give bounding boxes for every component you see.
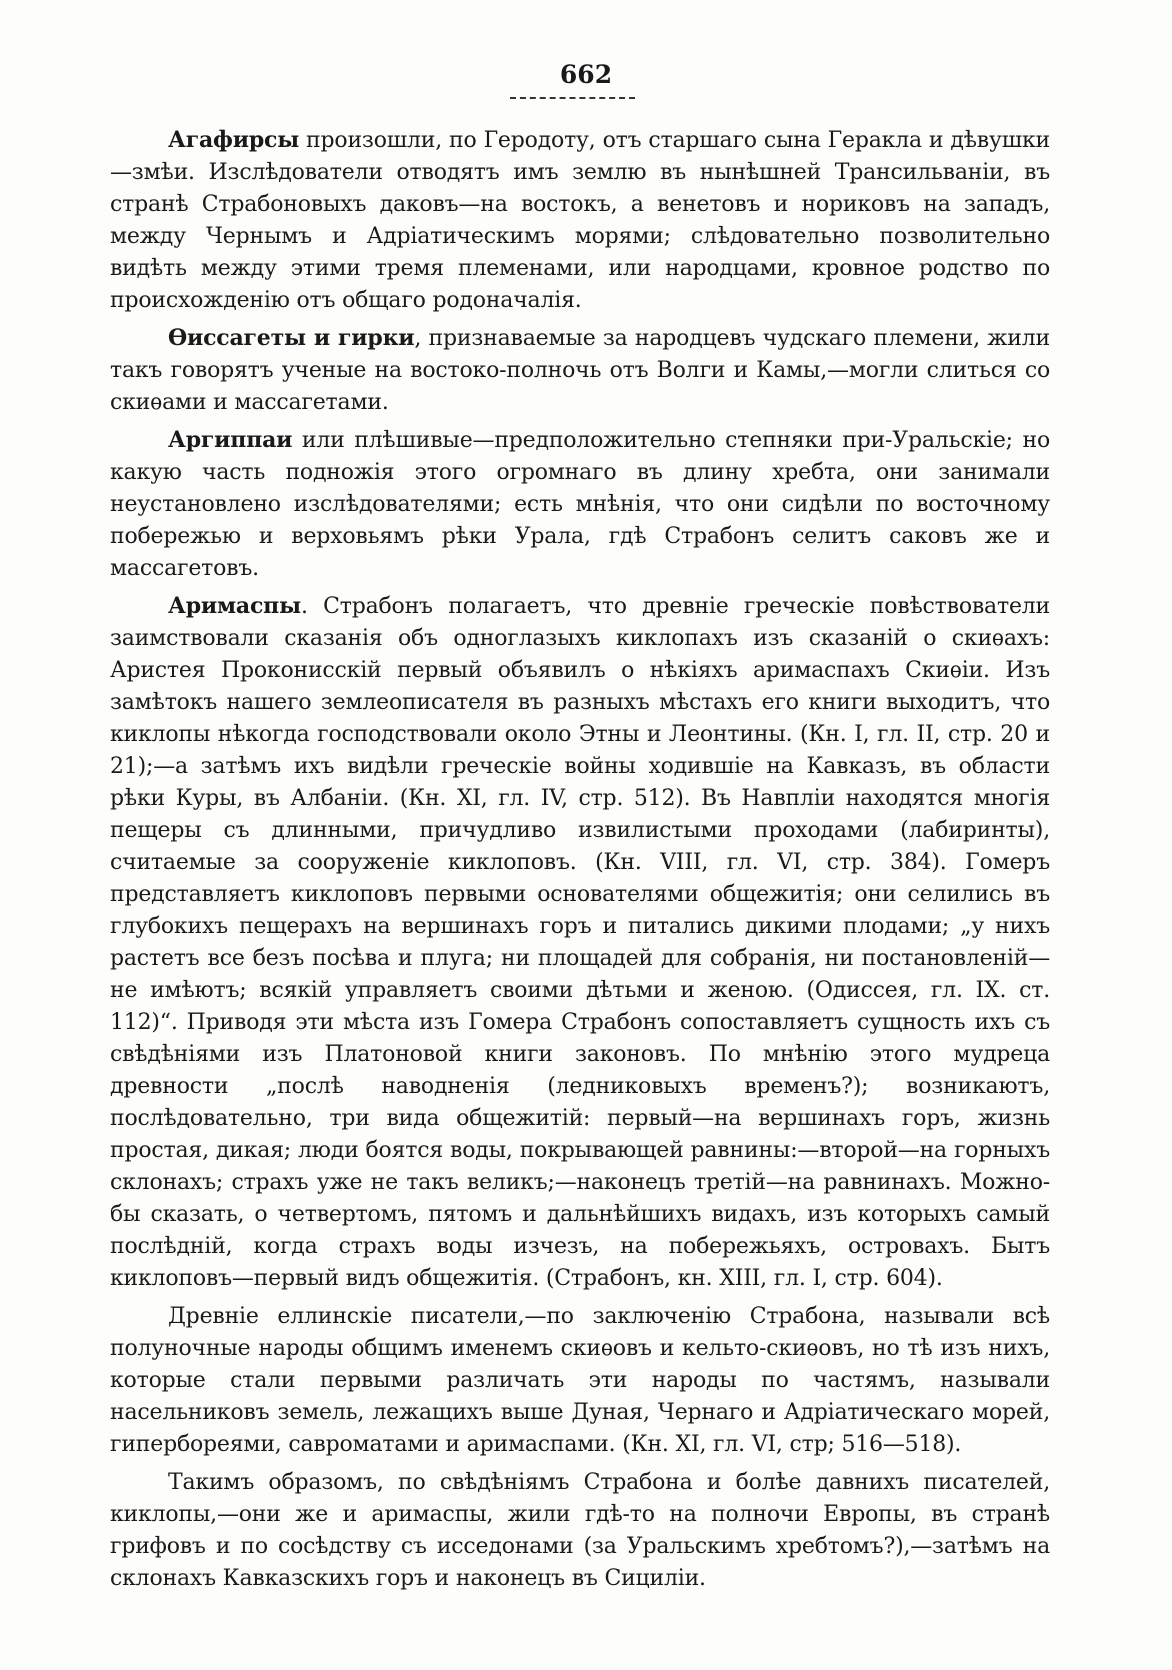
header-rule	[510, 97, 635, 99]
paragraph-term: Ѳиссагеты и гирки	[168, 325, 415, 351]
paragraph-term: Аримаспы	[168, 593, 301, 619]
paragraph-text: Такимъ образомъ, по свѣдѣніямъ Страбона и болѣе давнихъ писателей, киклопы,—они же и аримаспы, жили гдѣ-то на полночи Европы, въ странѣ грифовъ и по сосѣдству съ исседонами (за Уральскимъ хребтомъ?),—затѣмъ на склонахъ Кавказскихъ горъ и наконецъ въ Сициліи.	[110, 1470, 1050, 1591]
paragraph-ancient-writers	[110, 1300, 1050, 1461]
paragraph-arimaspi	[110, 590, 1050, 1295]
paragraph-conclusion	[110, 1466, 1050, 1595]
paragraph-text: произошли, по Геродоту, отъ старшаго сына Геракла и дѣвушки—змѣи. Изслѣдователи отводятъ имъ землю въ нынѣшней Трансильваніи, въ странѣ Страбоновыхъ даковъ—на востокъ, а венетовъ и нориковъ на западъ, между Чернымъ и Адріатическимъ морями; слѣдовательно позволительно видѣть между этими тремя племенами, или народцами, кровное родство по происхожденію отъ общаго родоначалія.	[110, 128, 1050, 313]
paragraph-text: . Страбонъ полагаетъ, что древніе греческіе повѣствователи заимствовали сказанія объ одноглазыхъ киклопахъ изъ сказаній о скиѳахъ: Аристея Проконисскій первый объявилъ о нѣкіяхъ аримаспахъ Скиѳіи. Изъ замѣтокъ нашего землеописателя въ разныхъ мѣстахъ его книги выходитъ, что киклопы нѣкогда господствовали около Этны и Леонтины. (Кн. I, гл. II, стр. 20 и 21);—а затѣмъ ихъ видѣли греческіе войны ходившіе на Кавказъ, въ области рѣки Куры, въ Албаніи. (Кн. XI, гл. IV, стр. 512). Въ Навпліи находятся многія пещеры съ длинными, причудливо извилистыми проходами (лабиринты), считаемые за сооруженіе киклоповъ. (Кн. VIII, гл. VI, стр. 384). Гомеръ представляетъ киклоповъ первыми основателями общежитія; они селились въ глубокихъ пещерахъ на вершинахъ горъ и питались дикими плодами; „у нихъ растетъ все безъ посѣва и плуга; ни площадей для собранія, ни постановленій—не имѣютъ; всякій управляетъ своими дѣтьми и женою. (Одиссея, гл. IX. ст. 112)“. Приводя эти мѣста изъ Гомера Страбонъ сопоставляетъ сущность ихъ съ свѣдѣніями изъ Платоновой книги законовъ. По мнѣнію этого мудреца древности „послѣ наводненія (ледниковыхъ временъ?); возникаютъ, послѣдовательно, три вида общежитій: первый—на вершинахъ горъ, жизнь простая, дикая; люди боятся воды, покрывающей равнины:—второй—на горныхъ склонахъ; страхъ уже не такъ великъ;—наконецъ третій—на равнинахъ. Можно-бы сказать, о четвертомъ, пятомъ и дальнѣйшихъ видахъ, изъ которыхъ самый послѣдній, когда страхъ воды изчезъ, на побережьяхъ, островахъ. Бытъ киклоповъ—первый видъ общежитія. (Страбонъ, кн. XIII, гл. I, стр. 604).	[110, 594, 1050, 1291]
page-number: 662	[559, 60, 613, 89]
paragraph-term: Аргиппаи	[168, 427, 293, 453]
paragraph-thyssagetae	[110, 322, 1050, 419]
paragraph-argippaei	[110, 424, 1050, 585]
paragraph-agathyrsi	[110, 124, 1050, 317]
body-text	[110, 124, 1050, 1600]
paragraph-term: Агафирсы	[168, 127, 300, 153]
paragraph-text: , признаваемые за народцевъ чудскаго племени, жили такъ говорятъ ученые на востоко-полночь отъ Волги и Камы,—могли слиться со скиѳами и массагетами.	[110, 326, 1050, 415]
paragraph-text: или плѣшивые—предположительно степняки при-Уральскіе; но какую часть подножія этого огромнаго въ длину хребта, они занимали неустановлено изслѣдователями; есть мнѣнія, что они сидѣли по восточному побережью и верховьямъ рѣки Урала, гдѣ Страбонъ селитъ саковъ же и массагетовъ.	[110, 428, 1050, 581]
paragraph-text: Древніе еллинскіе писатели,—по заключенію Страбона, называли всѣ полуночные народы общимъ именемъ скиѳовъ и кельто-скиѳовъ, но тѣ изъ нихъ, которые стали первыми различать эти народы по частямъ, называли насельниковъ земель, лежащихъ выше Дуная, Чернаго и Адріатическаго морей, гипербореями, савроматами и аримаспами. (Кн. XI, гл. VI, стр; 516—518).	[110, 1304, 1050, 1457]
